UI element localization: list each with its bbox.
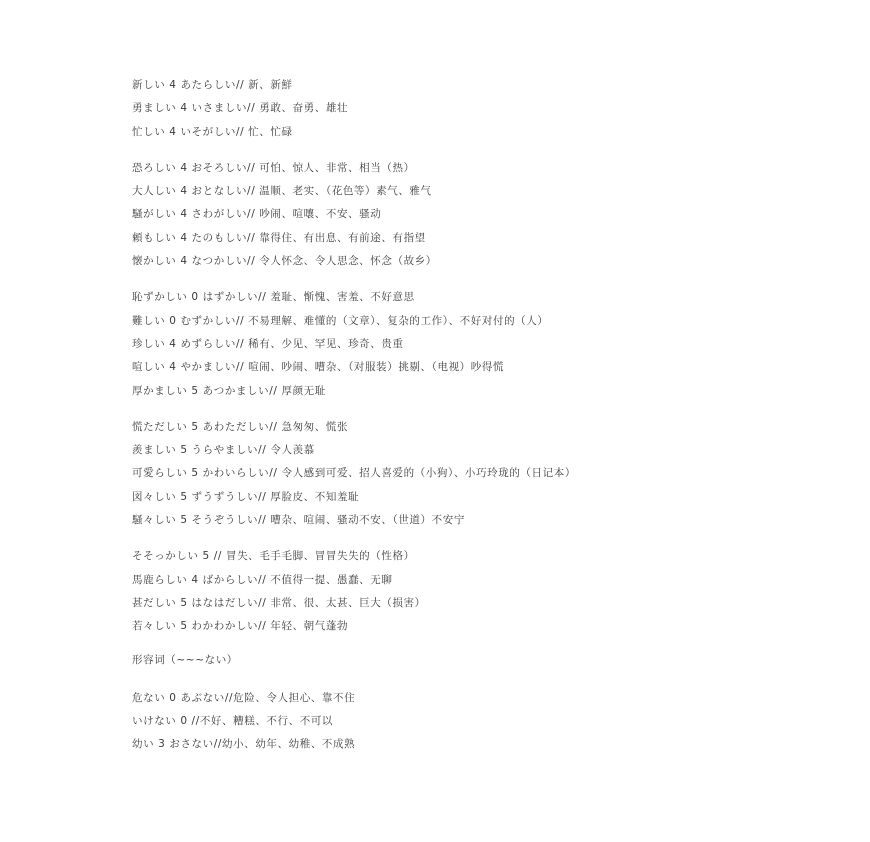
vocab-group-2 — [132, 159, 852, 275]
vocab-line: 頼もしい 4 たのもしい// 靠得住、有出息、有前途、有指望 — [132, 231, 426, 244]
vocab-line: 大人しい 4 おとなしい// 温顺、老实、（花色等）素气、雅气 — [132, 185, 432, 198]
section-heading: 形容词（~~~ない） — [132, 653, 238, 666]
vocab-line: そそっかしい 5 // 冒失、毛手毛脚、冒冒失失的（性格） — [132, 550, 415, 563]
vocab-line: 図々しい 5 ずうずうしい// 厚脸皮、不知羞耻 — [132, 490, 360, 503]
vocab-line: いけない 0 //不好、糟糕、不行、不可以 — [132, 714, 334, 727]
vocab-line: 馬鹿らしい 4 ばからしい// 不值得一提、愚蠢、无聊 — [132, 573, 393, 586]
vocab-group-3 — [132, 288, 852, 404]
vocab-line: 懐かしい 4 なつかしい// 令人怀念、令人思念、怀念（故乡） — [132, 255, 437, 268]
vocab-line: 羨ましい 5 うらやましい// 令人羡慕 — [132, 444, 315, 457]
vocab-line: 忙しい 4 いそがしい// 忙、忙碌 — [132, 125, 293, 138]
vocab-line: 喧しい 4 やかましい// 喧闹、吵闹、嘈杂、（对服装）挑剔、（电视）吵得慌 — [132, 361, 505, 374]
vocab-line: 可愛らしい 5 かわいらしい// 令人感到可爱、招人喜爱的（小狗）、小巧玲珑的（日记本） — [132, 467, 576, 480]
vocab-line: 危ない 0 あぶない//危险、令人担心、靠不住 — [132, 691, 356, 704]
vocab-line: 騒がしい 4 さわがしい// 吵闹、喧嚷、不安、骚动 — [132, 208, 382, 221]
document-page — [132, 76, 852, 758]
vocab-line: 恥ずかしい 0 はずかしい// 羞耻、惭愧、害羞、不好意思 — [132, 291, 415, 304]
vocab-group-5 — [132, 547, 852, 640]
vocab-line: 慌ただしい 5 あわただしい// 急匆匆、慌张 — [132, 420, 349, 433]
vocab-group-1 — [132, 76, 852, 146]
vocab-line: 厚かましい 5 あつかましい// 厚颜无耻 — [132, 384, 326, 397]
vocab-line: 恐ろしい 4 おそろしい// 可怕、惊人、非常、相当（热） — [132, 161, 415, 174]
vocab-group-final — [132, 689, 852, 759]
vocab-line: 若々しい 5 わかわかしい// 年轻、朝气蓬勃 — [132, 620, 349, 633]
vocab-line: 勇ましい 4 いさましい// 勇敢、奋勇、雄壮 — [132, 102, 349, 115]
vocab-line: 新しい 4 あたらしい// 新、新鮮 — [132, 79, 293, 91]
vocab-line: 甚だしい 5 はなはだしい// 非常、很、太甚、巨大（损害） — [132, 596, 426, 609]
vocab-group-4 — [132, 418, 852, 534]
vocab-line: 難しい 0 むずかしい// 不易理解、难懂的（文章）、复杂的工作）、不好对付的（人） — [132, 314, 549, 327]
vocab-line: 幼い 3 おさない//幼小、幼年、幼稚、不成熟 — [132, 738, 356, 751]
vocab-line: 珍しい 4 めずらしい// 稀有、少见、罕见、珍奇、贵重 — [132, 337, 404, 350]
vocab-line: 騒々しい 5 そうぞうしい// 嘈杂、喧闹、骚动不安、（世道）不安宁 — [132, 514, 465, 527]
